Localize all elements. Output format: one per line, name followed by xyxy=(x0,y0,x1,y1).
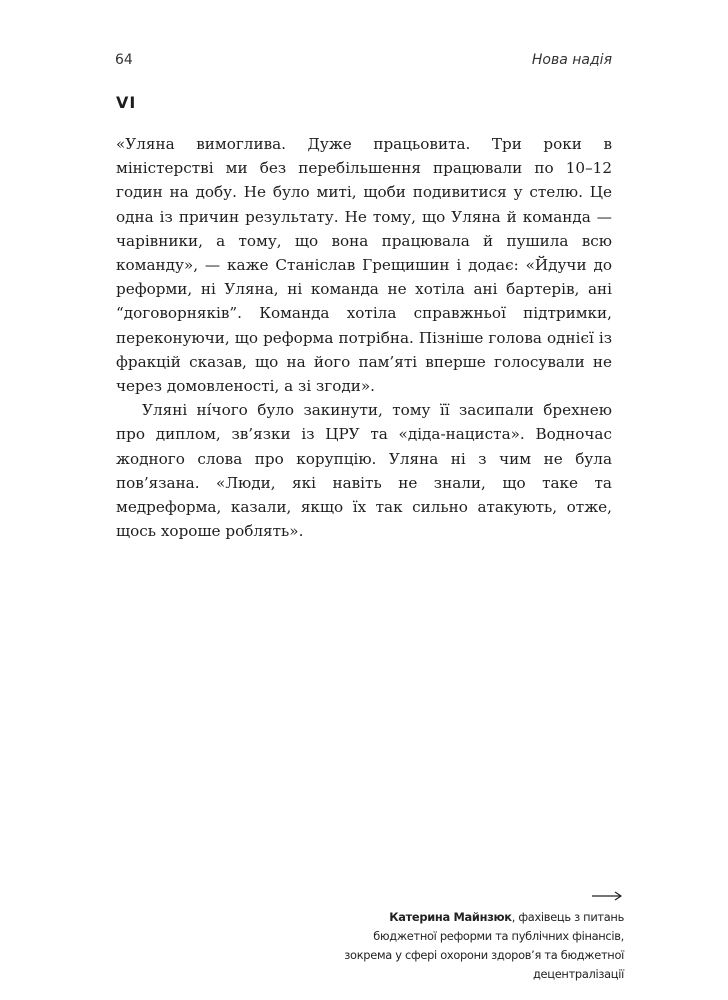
running-title: Нова надія xyxy=(531,52,612,68)
body-text xyxy=(116,132,612,543)
section-heading: VI xyxy=(116,93,137,112)
paragraph-1: «Уляна вимоглива. Дуже працьовита. Три роки в міністерстві ми без перебільшення працювали по 10–12 годин на добу. Не було миті, щоби подивитися у стелю. Це одна із причин результату. Не тому, що Уляна й команда — чарівники, а тому, що вона працювала й пушила всю команду», — каже Станіслав Грещишин і додає: «Йдучи до реформи, ні Уляна, ні команда не хотіла ані бартерів, ані “договорняків”. Команда хотіла справжньої підтримки, переконуючи, що реформа потрібна. Пізніше голова однієї із фракцій сказав, що на його пам’яті вперше голосували не через домовленості, а зі згоди». xyxy=(116,135,612,396)
author-footnote xyxy=(324,908,624,984)
footnote-author-description: , фахівець з питань бюджетної реформи та публічних фінансів, зокрема у сфері охорони здоров’я та бюджетної децентралізації xyxy=(344,910,624,981)
arrow-right-icon xyxy=(592,890,624,902)
page-number: 64 xyxy=(115,52,133,68)
footnote-author-name: Катерина Майнзюк xyxy=(389,910,512,924)
paragraph-2: Уляні нíчого було закинути, тому її засипали брехнею про диплом, зв’язки із ЦРУ та «діда-нациста». Водночас жодного слова про корупцію. Уляна ні з чим не була пов’язана. «Люди, які навіть не знали, що таке та медреформа, казали, якщо їх так сильно атакують, отже, щось хороше роблять». xyxy=(116,401,612,541)
